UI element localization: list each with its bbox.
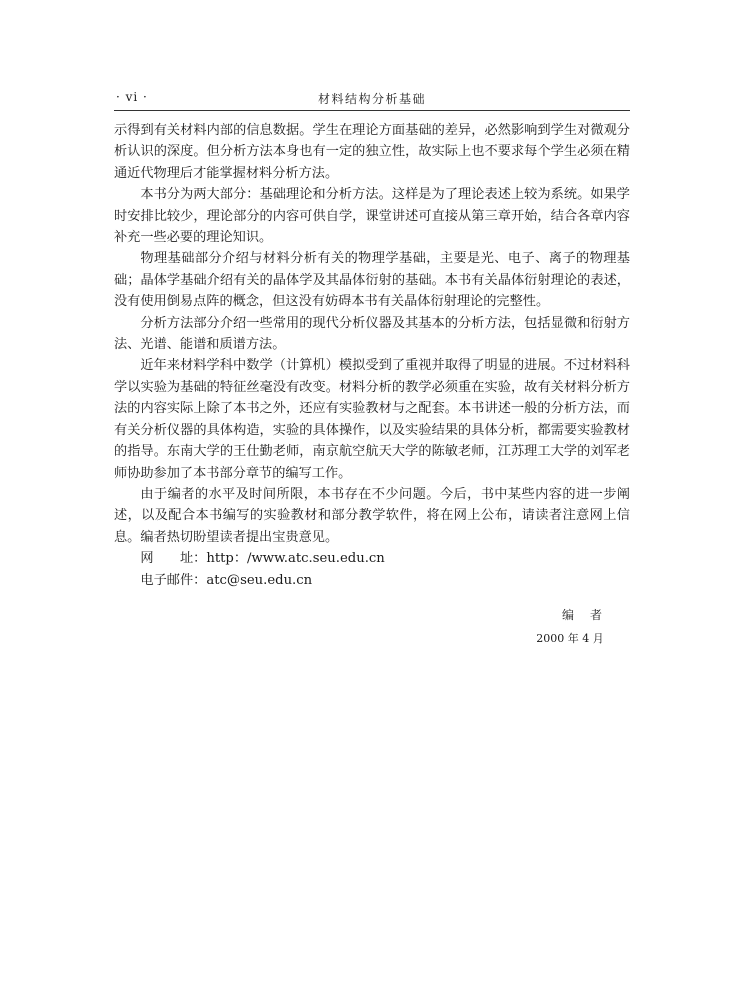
- signature-date: [114, 630, 630, 646]
- paragraph: 近年来材料学科中数学（计算机）模拟受到了重视并取得了明显的进展。不过材料科学以实验为基础的特征丝毫没有改变。材料分析的教学必须重在实验，故有关材料分析方法的内容实际上除了本书之外，还应有实验教材与之配套。本书讲述一般的分析方法，而有关分析仪器的具体构造，实验的具体操作，以及实验结果的具体分析，都需要实验教材的指导。东南大学的王仕勤老师，南京航空航天大学的陈敏老师，江苏理工大学的刘军老师协助参加了本书部分章节的编写工作。: [114, 358, 630, 481]
- paragraph: 由于编者的水平及时间所限，本书存在不少问题。今后，书中某些内容的进一步阐述，以及配合本书编写的实验教材和部分教学软件，将在网上公布，请读者注意网上信息。编者热切盼望读者提出宝贵意见。: [114, 486, 630, 545]
- paragraph: 本书分为两大部分：基础理论和分析方法。这样是为了理论表述上较为系统。如果学时安排比较少，理论部分的内容可供自学，课堂讲述可直接从第三章开始，结合各章内容补充一些必要的理论知识。: [114, 187, 630, 246]
- page-number: · vi ·: [116, 90, 148, 104]
- paragraph: 物理基础部分介绍与材料分析有关的物理学基础，主要是光、电子、离子的物理基础；晶体学基础介绍有关的晶体学及其晶体衍射的基础。本书有关晶体衍射理论的表述，没有使用倒易点阵的概念，但这没有妨碍本书有关晶体衍射理论的完整性。: [114, 251, 630, 310]
- page-header: [114, 88, 630, 108]
- editor-label: 编者: [561, 608, 618, 622]
- editor-signature: [114, 606, 630, 623]
- date-label: 2000 年 4 月: [536, 632, 604, 645]
- paragraph: 分析方法部分介绍一些常用的现代分析仪器及其基本的分析方法，包括显微和衍射方法、光谱、能谱和质谱方法。: [114, 315, 630, 353]
- email-line: 电子邮件：atc@seu.edu.cn: [140, 572, 313, 588]
- preface-body: [114, 120, 630, 591]
- running-title: 材料结构分析基础: [317, 92, 426, 106]
- header-rule: [114, 110, 630, 111]
- paragraph-continued: 示得到有关材料内部的信息数据。学生在理论方面基础的差异，必然影响到学生对微观分析认识的深度。但分析方法本身也有一定的独立性，故实际上也不要求每个学生必须在精通近代物理后才能掌握材料分析方法。: [114, 123, 630, 181]
- website-line: 网 址：http：/www.atc.seu.edu.cn: [140, 551, 385, 567]
